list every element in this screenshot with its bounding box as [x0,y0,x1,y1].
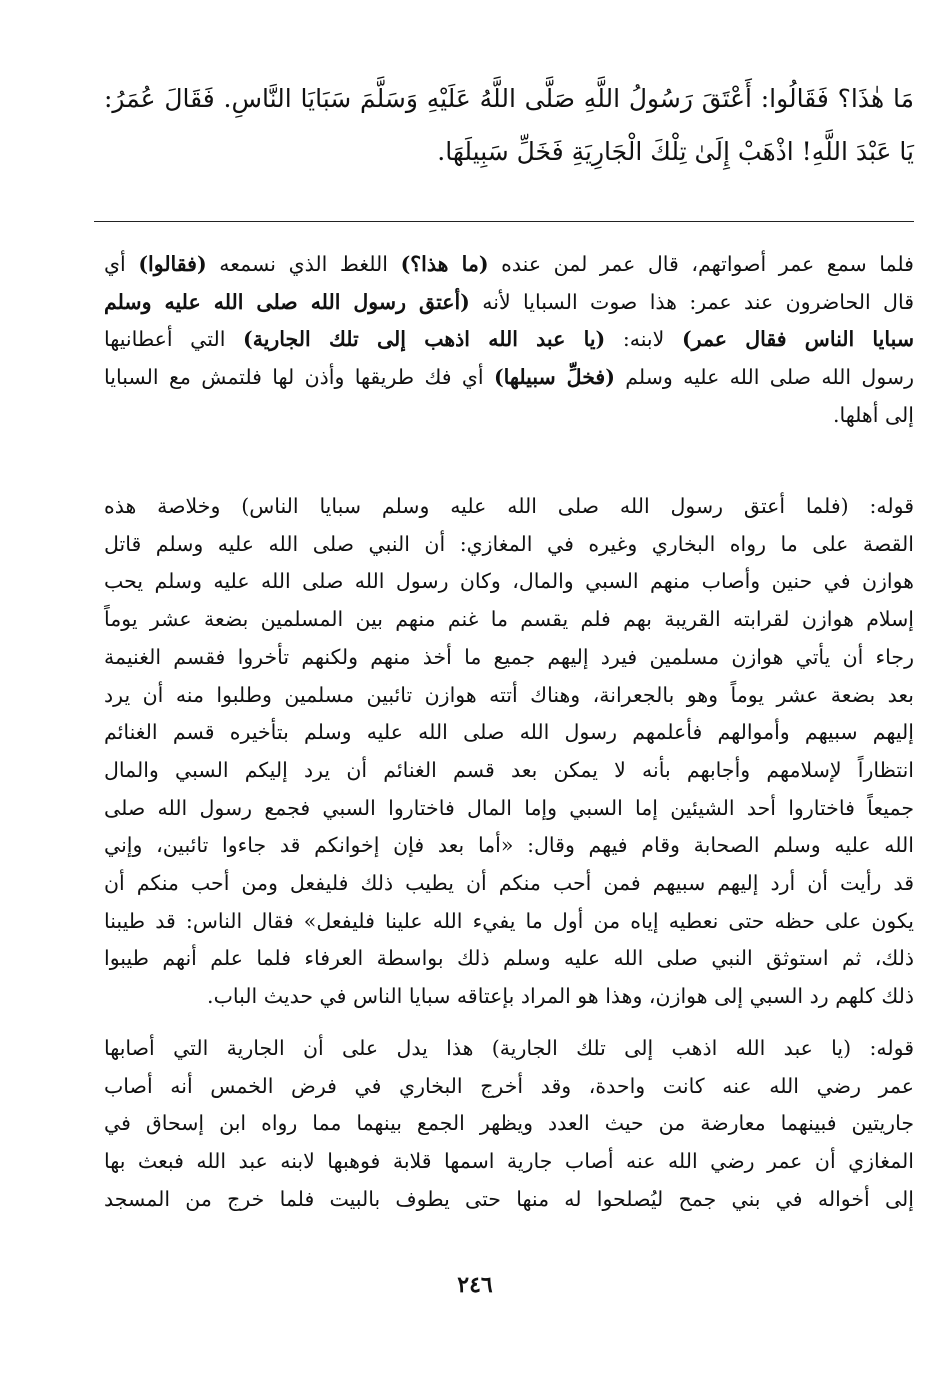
text-line [104,397,914,435]
text-segment: جاريتين فبينهما معارضة من حيث العدد ويظهر الجمع بينهما مما رواه ابن إسحاق في [104,1111,914,1136]
hadith-text [104,72,914,178]
text-line [104,526,914,564]
text-segment: بعد بضعة عشر يوماً وهو بالجعرانة، وهناك أتته هوازن تائبين مسلمين وطلبوا منه أن يرد [104,682,914,707]
text-segment: لابنه: [605,327,682,352]
text-line [104,1181,914,1219]
hadith-line: يَا عَبْدَ اللَّهِ! اذْهَبْ إِلَىٰ تِلْكَ الْجَارِيَةِ فَخَلِّ سَبِيلَهَا. [437,137,914,166]
text-line [104,359,914,397]
text-segment: المغازي أن عمر رضي الله عنه أصاب جارية اسمها قلابة فوهبها لابنه عبد الله فبعث بها [104,1149,914,1174]
text-segment: ذلك كلهم رد السبي إلى هوازن، وهذا هو المراد بإعتاقه سبايا الناس في حديث الباب. [207,984,914,1009]
separator-rule [94,221,914,222]
text-segment: قوله: (فلما أعتق رسول الله صلى الله عليه وسلم سبايا الناس) وخلاصة هذه [104,494,914,518]
text-line [104,1143,914,1181]
text-segment: قوله: (يا عبد الله اذهب إلى تلك الجارية) هذا يدل على أن الجارية التي أصابها [104,1036,914,1060]
commentary-paragraph-3 [104,1030,914,1219]
text-segment: اللغط الذي نسمعه [206,252,401,276]
text-segment: يكون على حظه حتى نعطيه إياه من أول ما يفيء الله علينا فليفعل» فقال الناس: قد طيبنا [104,908,914,933]
quoted-matn-bold: (ما هذا؟) [400,252,489,276]
text-segment: إلى أهلها. [832,402,914,427]
text-segment: أي [104,252,139,276]
quoted-matn-bold: (فخلِّ سبيلها) [493,365,615,390]
text-line [104,601,914,639]
text-segment: رجاء أن يأتي هوازن مسلمين فيرد إليهم جميع ما أخذ منهم ولكنهم تأخروا فقسم الغنيمة [104,644,914,669]
text-segment: رسول الله صلى الله عليه وسلم [614,365,914,390]
text-segment: التي أعطانيها [104,327,244,352]
text-segment: جميعاً فاختاروا أحد الشيئين إما السبي وإما المال فاختاروا السبي فجمع رسول الله صلى [104,795,914,820]
text-segment: إسلام هوازن لقرابته القريبة بهم فلم يقسم ما غنم منهم بين المسلمين بضعة عشر يوماً [104,607,914,632]
text-segment: فلما سمع عمر أصواتهم، قال عمر لمن عنده [488,252,914,276]
text-line [104,903,914,941]
text-segment: القصة على ما رواه البخاري وغيره في المغازي: أن النبي صلى الله عليه وسلم قاتل [104,531,914,556]
text-segment: هوازن في حنين وأصاب منهم السبي والمال، وكان رسول الله صلى الله عليه وسلم يحب [104,569,914,594]
text-segment: إليهم سبيهم وأموالهم فأعلمهم رسول الله صلى الله عليه وسلم بتأخيره قسم الغنائم [104,720,914,745]
hadith-line: مَا هٰذَا؟ فَقَالُوا: أَعْتَقَ رَسُولُ اللَّهِ صَلَّى اللَّهُ عَلَيْهِ وَسَلَّمَ سَبَايَا النَّاسِ. فَقَالَ عُمَرُ: [104,84,914,113]
text-line [104,677,914,715]
text-line [104,940,914,978]
text-segment: الله عليه وسلم الصحابة وقام فيهم وقال: «أما بعد فإن إخوانكم قد جاءوا تائبين، وإني [104,833,914,858]
page-number: ٢٤٦ [457,1272,493,1298]
text-segment: انتظاراً لإسلامهم وأجابهم بأنه لا يمكن بعد قسم الغنائم أن يرد إليكم السبي والمال [104,757,914,782]
text-line [104,246,914,284]
text-segment: قد رأيت أن أرد إليهم سبيهم فمن أحب منكم أن يطيب ذلك فليفعل ومن أحب منكم أن [104,871,914,896]
text-line [104,563,914,601]
text-line [104,790,914,828]
text-line [104,714,914,752]
commentary-paragraph-2 [104,488,914,1016]
text-line [104,488,914,526]
quoted-matn-bold: (أعتق رسول الله صلى الله عليه وسلم [104,289,470,314]
text-segment: عمر رضي الله عنه كانت واحدة، وقد أخرج البخاري في فرض الخمس أنه أصاب [104,1073,914,1098]
text-line [104,752,914,790]
text-line [104,639,914,677]
text-line [104,978,914,1016]
text-line [104,865,914,903]
text-line [104,1105,914,1143]
text-line [104,827,914,865]
text-segment: قال الحاضرون عند عمر: هذا صوت السبايا لأنه [469,289,914,314]
text-line [104,284,914,322]
text-segment: ذلك، ثم استوثق النبي صلى الله عليه وسلم ذلك بواسطة العرفاء فلما علم أنهم طيبوا [104,946,914,971]
quoted-matn-bold: سبايا الناس فقال عمر) [681,327,914,352]
text-line [104,321,914,359]
commentary-paragraph-1 [104,246,914,435]
text-line [104,1068,914,1106]
text-segment: إلى أخواله في بني جمح ليُصلحوا له منها حتى يطوف بالبيت فلما خرج من المسجد [104,1186,914,1211]
text-line [104,1030,914,1068]
text-segment: أي فك طريقها وأذن لها فلتمش مع السبايا [104,365,494,390]
quoted-matn-bold: (فقالوا) [138,252,207,276]
quoted-matn-bold: (يا عبد الله اذهب إلى تلك الجارية) [243,327,606,352]
